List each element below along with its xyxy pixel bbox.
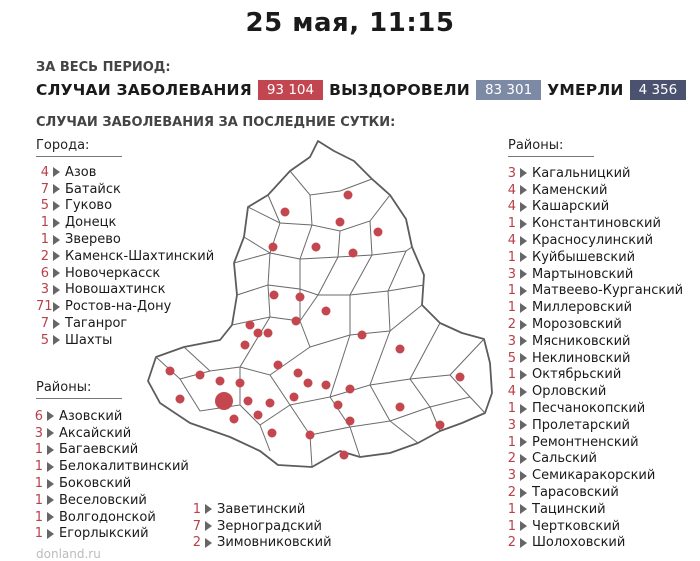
district-row <box>503 484 683 501</box>
cities-heading-text: Города: <box>36 138 90 153</box>
district-row <box>30 509 189 526</box>
districts-left-heading-underline <box>36 398 122 399</box>
triangle-right-icon <box>53 302 60 312</box>
districts-left-list <box>30 408 189 542</box>
triangle-right-icon <box>47 529 54 539</box>
case-count: 1 <box>507 283 516 299</box>
district-row <box>30 475 189 492</box>
district-row <box>30 526 189 543</box>
districts-right-heading-underline <box>508 156 594 157</box>
case-count: 2 <box>507 317 516 333</box>
case-count: 2 <box>192 535 201 551</box>
triangle-right-icon <box>53 285 60 295</box>
triangle-right-icon <box>520 420 527 430</box>
triangle-right-icon <box>205 538 212 548</box>
district-row <box>503 215 683 232</box>
district-row <box>503 350 683 367</box>
cities-list <box>36 164 214 349</box>
districts-right-heading-text: Районы: <box>508 138 564 153</box>
case-count: 1 <box>34 442 43 458</box>
case-count: 3 <box>507 266 516 282</box>
districts-right-heading <box>508 138 594 157</box>
districts-mid-list <box>188 501 332 551</box>
triangle-right-icon <box>520 370 527 380</box>
triangle-right-icon <box>520 286 527 296</box>
locality-name: Мартыновский <box>532 266 634 282</box>
triangle-right-icon <box>205 521 212 531</box>
locality-name: Таганрог <box>65 316 128 332</box>
locality-name: Песчанокопский <box>532 401 646 417</box>
triangle-right-icon <box>53 167 60 177</box>
locality-name: Морозовский <box>532 317 622 333</box>
locality-name: Тарасовский <box>532 485 619 501</box>
triangle-right-icon <box>520 521 527 531</box>
triangle-right-icon <box>47 445 54 455</box>
triangle-right-icon <box>47 428 54 438</box>
locality-name: Неклиновский <box>532 350 631 366</box>
case-count: 1 <box>34 459 43 475</box>
triangle-right-icon <box>53 251 60 261</box>
district-row <box>503 316 683 333</box>
case-count: 6 <box>40 265 49 281</box>
district-row <box>503 400 683 417</box>
locality-name: Куйбышевский <box>532 249 636 265</box>
page-title: 25 мая, 11:15 <box>245 8 455 38</box>
case-count: 3 <box>507 417 516 433</box>
locality-name: Матвеево-Курганский <box>532 283 684 299</box>
case-count: 1 <box>507 300 516 316</box>
district-row <box>503 501 683 518</box>
totals-bar <box>36 80 692 100</box>
case-count: 71 <box>36 299 53 315</box>
triangle-right-icon <box>520 538 527 548</box>
cities-heading <box>36 138 122 157</box>
city-row <box>36 298 214 315</box>
locality-name: Миллеровский <box>532 300 633 316</box>
case-count: 2 <box>507 535 516 551</box>
locality-name: Егорлыкский <box>59 526 149 542</box>
case-count: 3 <box>40 282 49 298</box>
city-row <box>36 332 214 349</box>
locality-name: Зимовниковский <box>217 535 332 551</box>
case-count: 7 <box>40 181 49 197</box>
district-row <box>503 199 683 216</box>
case-count: 5 <box>507 350 516 366</box>
locality-name: Азов <box>65 164 97 180</box>
locality-name: Батайск <box>65 181 121 197</box>
recovered-label: ВЫЗДОРОВЕЛИ <box>329 81 470 99</box>
district-row <box>30 492 189 509</box>
locality-name: Ремонтненский <box>532 434 639 450</box>
city-row <box>36 265 214 282</box>
case-count: 5 <box>40 332 49 348</box>
locality-name: Волгодонской <box>59 509 156 525</box>
city-row <box>36 248 214 265</box>
triangle-right-icon <box>520 303 527 313</box>
case-count: 1 <box>507 401 516 417</box>
case-count: 1 <box>34 492 43 508</box>
district-row <box>503 333 683 350</box>
case-count: 7 <box>192 518 201 534</box>
triangle-right-icon <box>47 462 54 472</box>
locality-name: Сальский <box>532 451 597 467</box>
locality-name: Новошахтинск <box>65 282 166 298</box>
locality-name: Тацинский <box>532 501 606 517</box>
district-row <box>503 535 683 552</box>
locality-name: Семикаракорский <box>532 468 656 484</box>
locality-name: Багаевский <box>59 442 139 458</box>
districts-left-heading-text: Районы: <box>36 380 92 395</box>
triangle-right-icon <box>520 252 527 262</box>
triangle-right-icon <box>520 168 527 178</box>
district-row <box>188 535 332 552</box>
district-row <box>503 434 683 451</box>
locality-name: Кашарский <box>532 199 610 215</box>
rostov-marker <box>215 392 233 410</box>
case-count: 1 <box>40 215 49 231</box>
locality-name: Азовский <box>59 408 123 424</box>
city-row <box>36 181 214 198</box>
triangle-right-icon <box>520 269 527 279</box>
case-count: 4 <box>40 164 49 180</box>
case-count: 2 <box>507 485 516 501</box>
districts-right-list <box>503 165 683 551</box>
district-row <box>30 425 189 442</box>
city-row <box>36 164 214 181</box>
triangle-right-icon <box>520 336 527 346</box>
triangle-right-icon <box>520 471 527 481</box>
case-count: 1 <box>507 501 516 517</box>
district-row <box>503 451 683 468</box>
case-count: 1 <box>507 367 516 383</box>
case-count: 1 <box>507 518 516 534</box>
triangle-right-icon <box>53 268 60 278</box>
triangle-right-icon <box>47 411 54 421</box>
died-value: 4 356 <box>630 80 687 100</box>
triangle-right-icon <box>47 479 54 489</box>
cases-value: 93 104 <box>258 80 323 100</box>
district-row <box>503 165 683 182</box>
case-count: 6 <box>34 408 43 424</box>
case-count: 1 <box>34 476 43 492</box>
triangle-right-icon <box>53 184 60 194</box>
district-row <box>503 283 683 300</box>
locality-name: Заветинский <box>217 501 306 517</box>
triangle-right-icon <box>520 353 527 363</box>
district-row <box>503 383 683 400</box>
district-row <box>30 408 189 425</box>
locality-name: Ростов-на-Дону <box>65 299 172 315</box>
triangle-right-icon <box>520 219 527 229</box>
cases-label: СЛУЧАИ ЗАБОЛЕВАНИЯ <box>36 81 252 99</box>
district-row <box>188 501 332 518</box>
locality-name: Пролетарский <box>532 417 630 433</box>
district-row <box>188 518 332 535</box>
locality-name: Донецк <box>65 215 117 231</box>
case-count: 3 <box>34 425 43 441</box>
died-label: УМЕРЛИ <box>547 81 624 99</box>
district-row <box>503 232 683 249</box>
triangle-right-icon <box>520 185 527 195</box>
city-row <box>36 198 214 215</box>
recovered-value: 83 301 <box>476 80 541 100</box>
locality-name: Шахты <box>65 332 113 348</box>
case-count: 1 <box>40 232 49 248</box>
locality-name: Октябрьский <box>532 367 622 383</box>
triangle-right-icon <box>520 454 527 464</box>
city-row <box>36 282 214 299</box>
triangle-right-icon <box>47 512 54 522</box>
locality-name: Аксайский <box>59 425 132 441</box>
case-count: 1 <box>34 526 43 542</box>
case-count: 4 <box>507 199 516 215</box>
locality-name: Каменск-Шахтинский <box>65 248 215 264</box>
triangle-right-icon <box>53 335 60 345</box>
case-count: 2 <box>40 248 49 264</box>
triangle-right-icon <box>520 504 527 514</box>
footer-site: donland.ru <box>36 547 101 561</box>
case-count: 3 <box>507 333 516 349</box>
locality-name: Шолоховский <box>532 535 626 551</box>
case-count: 1 <box>507 434 516 450</box>
city-row <box>36 315 214 332</box>
triangle-right-icon <box>520 320 527 330</box>
triangle-right-icon <box>53 201 60 211</box>
triangle-right-icon <box>520 437 527 447</box>
districts-left-heading <box>36 380 122 399</box>
case-count: 4 <box>507 233 516 249</box>
district-row <box>503 249 683 266</box>
district-row <box>503 417 683 434</box>
case-count: 1 <box>507 249 516 265</box>
locality-name: Боковский <box>59 476 132 492</box>
period-label: ЗА ВЕСЬ ПЕРИОД: <box>36 60 171 75</box>
case-count: 2 <box>507 451 516 467</box>
locality-name: Каменский <box>532 182 608 198</box>
case-count: 5 <box>40 198 49 214</box>
locality-name: Новочеркасск <box>65 265 161 281</box>
triangle-right-icon <box>520 387 527 397</box>
locality-name: Зверево <box>65 232 121 248</box>
triangle-right-icon <box>47 495 54 505</box>
triangle-right-icon <box>520 202 527 212</box>
locality-name: Зерноградский <box>217 518 322 534</box>
district-row <box>503 467 683 484</box>
locality-name: Гуково <box>65 198 113 214</box>
locality-name: Белокалитвинский <box>59 459 189 475</box>
cities-heading-underline <box>36 156 122 157</box>
daily-label: СЛУЧАИ ЗАБОЛЕВАНИЯ ЗА ПОСЛЕДНИЕ СУТКИ: <box>36 115 396 130</box>
district-row <box>503 266 683 283</box>
triangle-right-icon <box>520 404 527 414</box>
triangle-right-icon <box>53 218 60 228</box>
city-row <box>36 231 214 248</box>
case-count: 7 <box>40 316 49 332</box>
city-row <box>36 214 214 231</box>
triangle-right-icon <box>205 504 212 514</box>
locality-name: Орловский <box>532 384 607 400</box>
district-row <box>503 518 683 535</box>
district-row <box>503 299 683 316</box>
locality-name: Красносулинский <box>532 233 654 249</box>
triangle-right-icon <box>520 488 527 498</box>
district-row <box>30 458 189 475</box>
district-row <box>503 367 683 384</box>
case-count: 1 <box>192 501 201 517</box>
locality-name: Мясниковский <box>532 333 631 349</box>
triangle-right-icon <box>53 319 60 329</box>
district-row <box>503 182 683 199</box>
case-count: 1 <box>34 509 43 525</box>
case-count: 1 <box>507 216 516 232</box>
district-row <box>30 442 189 459</box>
case-count: 4 <box>507 384 516 400</box>
case-count: 3 <box>507 165 516 181</box>
triangle-right-icon <box>520 236 527 246</box>
case-count: 3 <box>507 468 516 484</box>
locality-name: Константиновский <box>532 216 661 232</box>
locality-name: Кагальницкий <box>532 165 631 181</box>
locality-name: Веселовский <box>59 492 147 508</box>
case-count: 4 <box>507 182 516 198</box>
triangle-right-icon <box>53 235 60 245</box>
locality-name: Чертковский <box>532 518 621 534</box>
